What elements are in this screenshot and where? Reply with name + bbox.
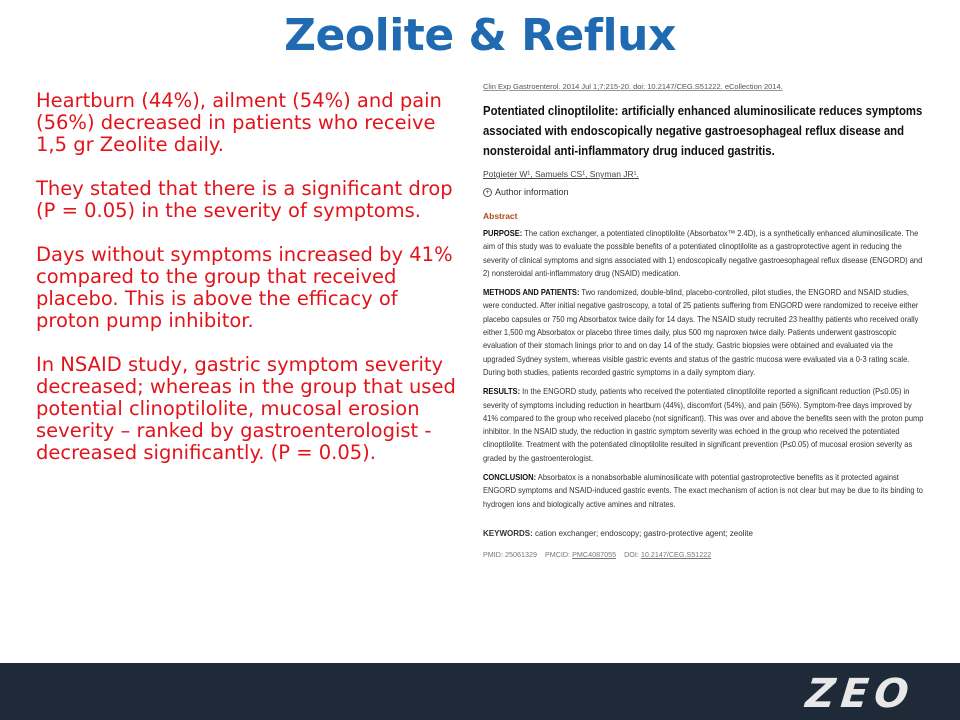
abstract-purpose: [483, 227, 925, 280]
conclusion-label: CONCLUSION:: [483, 473, 537, 483]
pmcid-label: PMCID:: [544, 549, 571, 559]
abstract-conclusion: [483, 471, 925, 511]
methods-label: METHODS AND PATIENTS:: [483, 288, 580, 298]
summary-paragraph: Heartburn (44%), ailment (54%) and pain (56%) decreased in patients who receive 1,5 gr Zeolite daily.: [36, 89, 442, 156]
slide-title: Zeolite & Reflux: [284, 10, 676, 61]
footer-bar: [0, 663, 960, 720]
pmcid-link[interactable]: PMC4087055: [572, 549, 617, 559]
paper-abstract-screenshot: [483, 82, 925, 559]
keywords-label: KEYWORDS:: [483, 528, 533, 538]
summary-text: [36, 90, 461, 486]
summary-paragraph: They stated that there is a significant drop (P = 0.05) in the severity of symptoms.: [36, 177, 453, 222]
expand-plus-icon: +: [483, 188, 492, 197]
author-information-toggle[interactable]: [483, 187, 925, 197]
paper-identifiers: [483, 550, 925, 559]
purpose-text: The cation exchanger, a potentiated clinoptilolite (Absorbatox™ 2.4D), is a synthetically enhanced aluminosilicate. The aim of this study was to evaluate the possible benefits of a potentiated clinoptilolite as a gastroprotective agent in reducing the severity of clinical symptoms and signs associated with 1) endoscopically negative gastroesophageal reflux disease (ENGORD) and 2) nonsteroidal anti-inflammatory drug (NSAID) medication.: [483, 229, 923, 278]
zeo-logo: ZEO: [803, 671, 917, 717]
summary-paragraph: In NSAID study, gastric symptom severity decreased; whereas in the group that used potential clinoptilolite, mucosal erosion severity – ranked by gastroenterologist - decreased significantly. (P = 0.05).: [36, 353, 456, 464]
paper-authors[interactable]: Potgieter W¹, Samuels CS¹, Snyman JR¹.: [483, 169, 639, 179]
results-text: In the ENGORD study, patients who received the potentiated clinoptilolite reported a significant reduction (P≤0.05) in severity of symptoms including reduction in heartburn (44%), discomfort (54%), and pain (56%). Symptom-free days improved by 41% compared to the group who received placebo (not significant). This was over and above the benefits seen with the proton pump inhibitor. In the NSAID study, the reduction in gastric symptom severity was echoed in the group who received the potentiated clinoptilolite. Treatment with the potentiated clinoptilolite resulted in significant prevention (P≤0.05) of mucosal erosion severity as graded by the gastroenterologist.: [483, 387, 924, 463]
abstract-methods: [483, 286, 925, 379]
summary-paragraph: Days without symptoms increased by 41% compared to the group that received placebo. This is above the efficacy of proton pump inhibitor.: [36, 243, 453, 332]
conclusion-text: Absorbatox is a nonabsorbable aluminosilicate with potential gastroprotective benefits as it protected against ENGORD symptoms and NSAID-induced gastric events. The exact mechanism of action is not clear but may be due to its binding to hydrogen ions and biologically active amines and nitrates.: [483, 473, 923, 509]
abstract-heading: Abstract: [483, 211, 518, 221]
abstract-results: [483, 385, 925, 465]
doi-link[interactable]: 10.2147/CEG.S51222: [640, 549, 712, 559]
paper-title: Potentiated clinoptilolite: artificially enhanced aluminosilicate reduces symptoms associated with endoscopically negative gastroesophageal reflux disease and nonsteroidal anti-inflammatory drug induced gastritis.: [483, 103, 923, 158]
doi-label: DOI:: [624, 549, 639, 559]
purpose-label: PURPOSE:: [483, 229, 523, 238]
paper-citation-link[interactable]: Clin Exp Gastroenterol. 2014 Jul 1;7:215-20. doi: 10.2147/CEG.S51222. eCollection 2014.: [483, 82, 783, 91]
keywords-text: cation exchanger; endoscopy; gastro-protective agent; zeolite: [535, 528, 753, 538]
methods-text: Two randomized, double-blind, placebo-controlled, pilot studies, the ENGORD and NSAID studies, were conducted. After initial negative gastroscopy, a total of 25 patients suffering from ENGORD were randomized to receive either placebo capsules or 750 mg Absorbatox twice daily for 14 days. The NSAID study recruited 23 healthy patients who received orally either 1,500 mg Absorbatox or placebo three times daily, plus 500 mg naproxen twice daily. Patients underwent gastroscopic evaluation of their stomach linings prior to and on day 14 of the study. Gastric biopsies were obtained and evaluated via the upgraded Sydney system, whereas visible gastric events and status of the gastric mucosa were evaluated via a 0-3 rating scale. During both studies, patients recorded gastric symptoms in a daily symptom diary.: [483, 288, 919, 377]
keywords: [483, 529, 925, 538]
author-information-label: Author information: [495, 187, 569, 197]
results-label: RESULTS:: [483, 387, 521, 397]
pmid: PMID: 25061329: [483, 549, 537, 559]
